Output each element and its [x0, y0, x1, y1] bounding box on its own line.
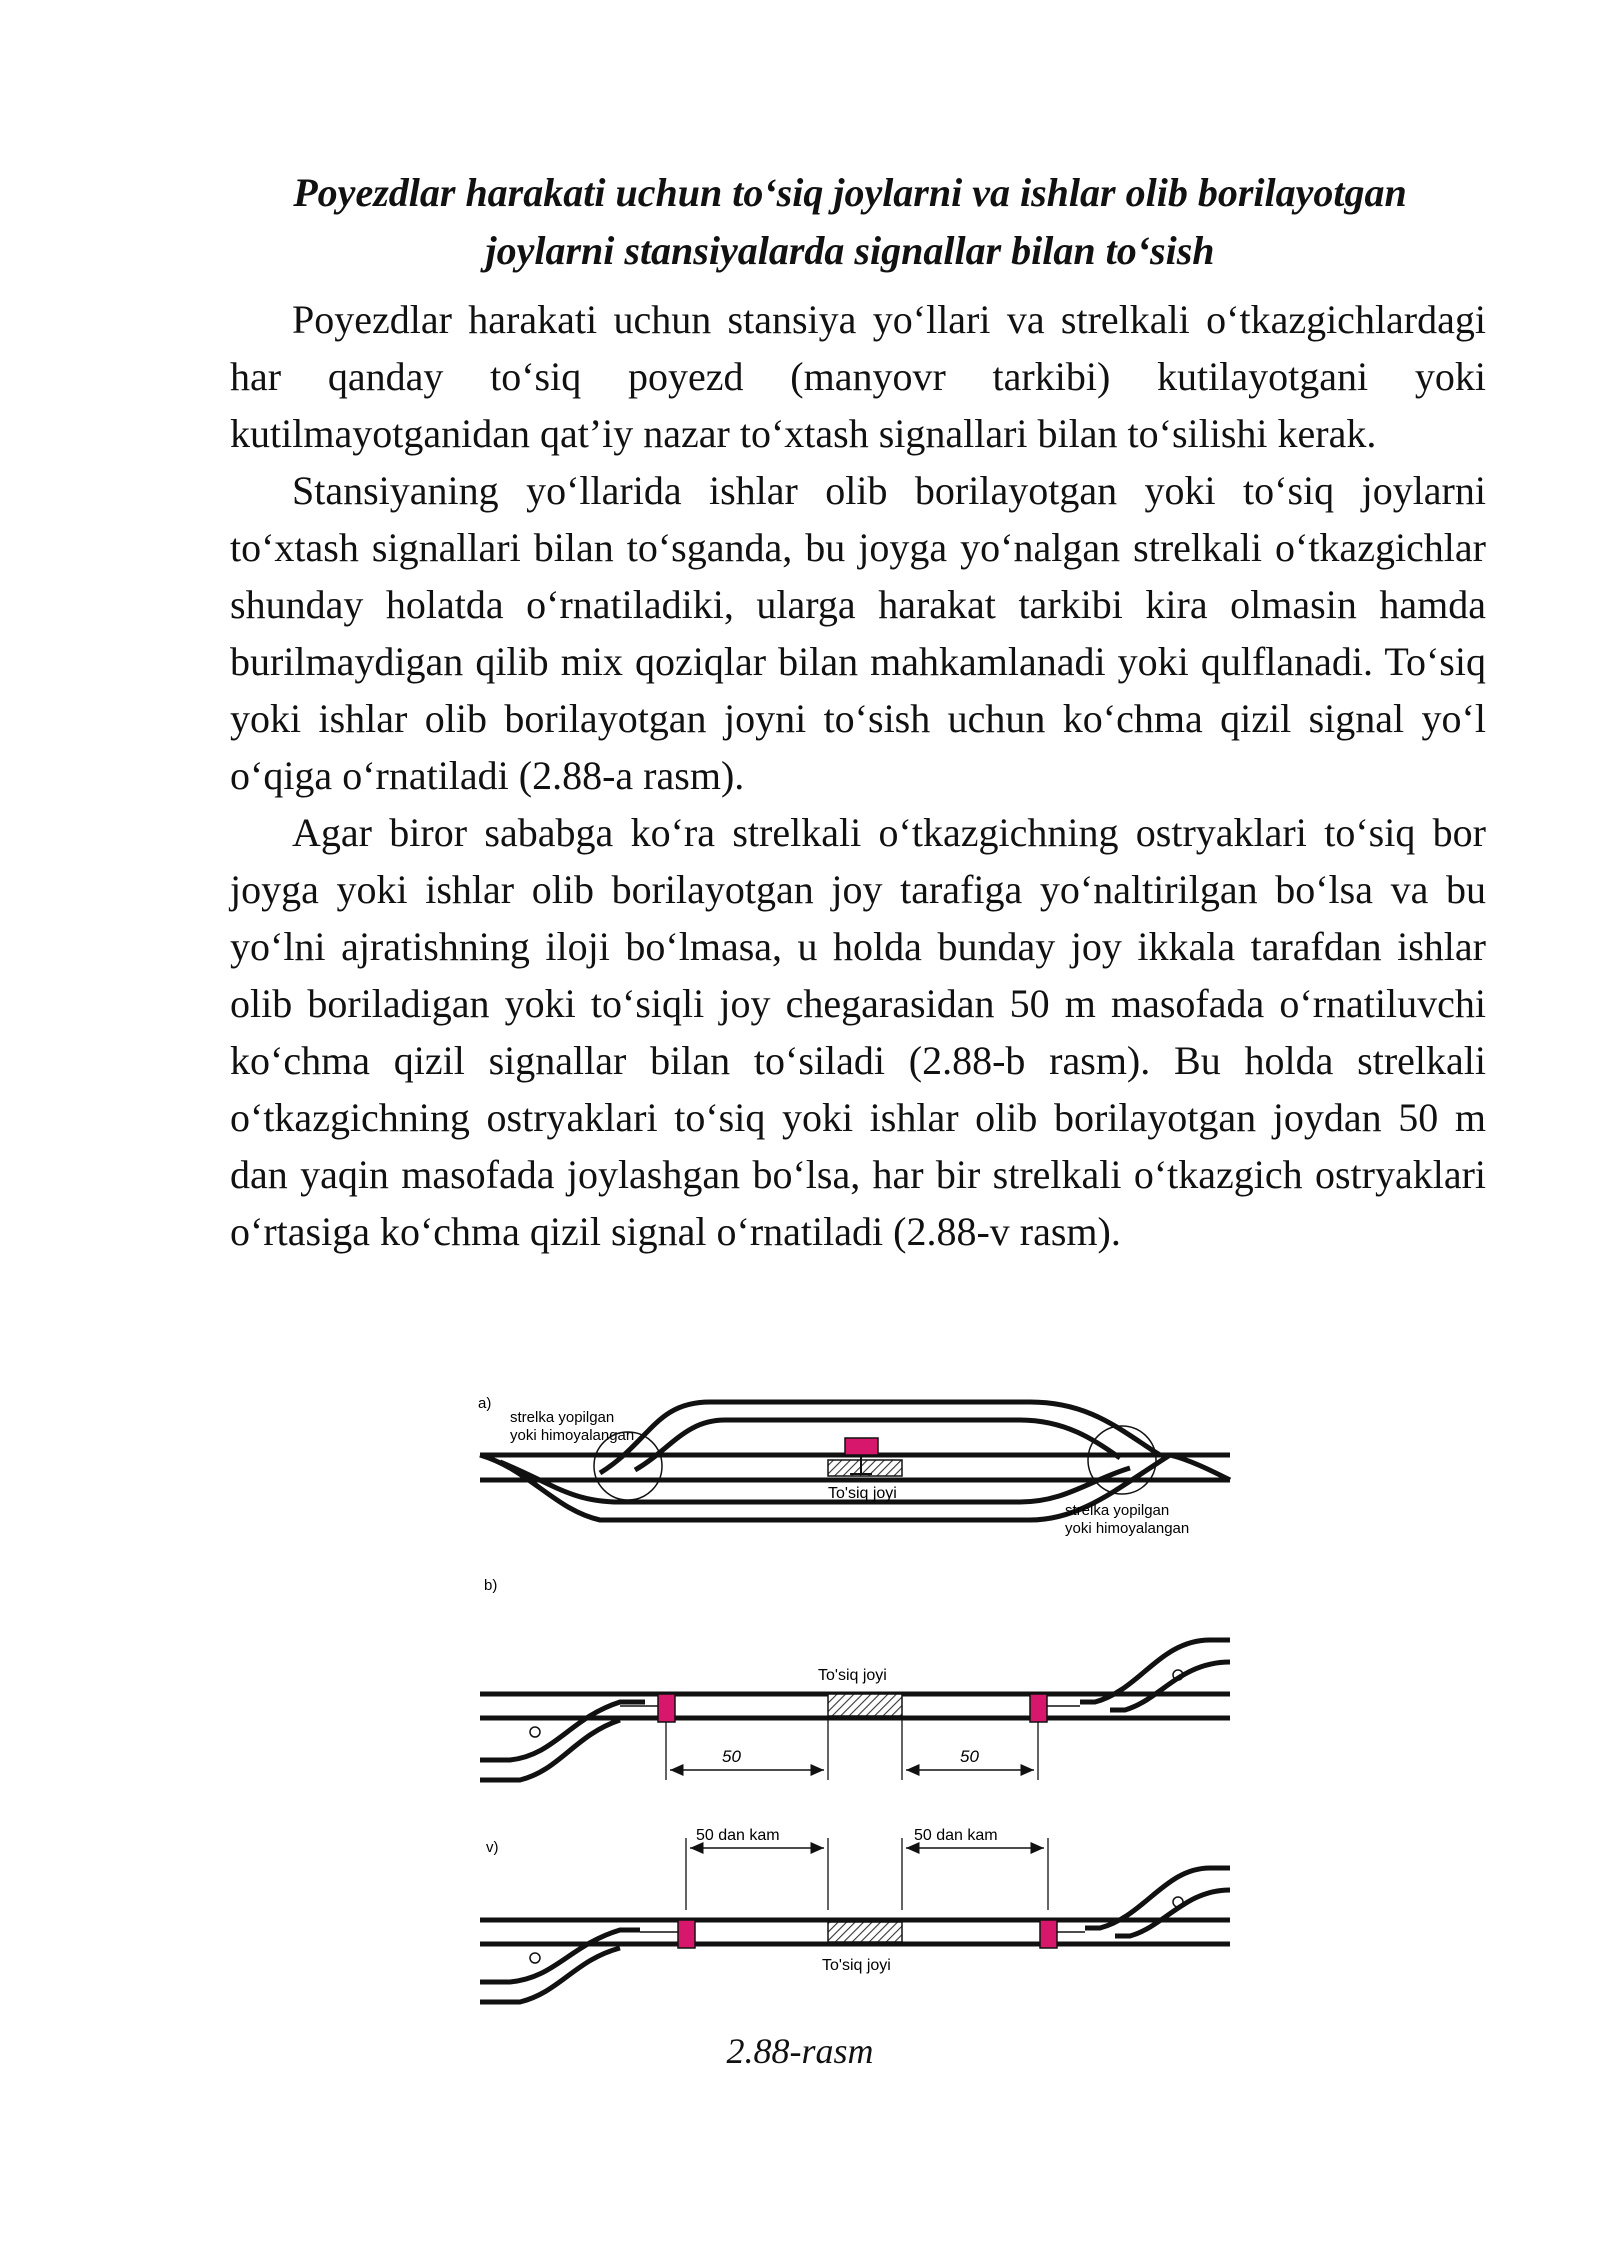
switch-marker-b-left: [530, 1727, 540, 1737]
paragraph-3: Agar biror sababga ko‘ra strelkali o‘tkazgichning ostryaklari to‘siq bor joyga yoki ishlar olib borilayotgan joy tarafiga yo‘naltirilgan bo‘lsa va bu yo‘lni ajratishning iloji bo‘lmasa, u holda bunday joy ikkala tarafdan ishlar olib boriladigan yoki to‘siqli joy chegarasidan 50 m masofada o‘rnatiluvchi ko‘chma qizil signallar bilan to‘siladi (2.88-b rasm). Bu holda strelkali o‘tkazgichning ostryaklari to‘siq yoki ishlar olib borilayotgan joydan 50 m dan yaqin masofada joylashgan bo‘lsa, har bir strelkali o‘tkazgich ostryaklari o‘rtasiga ko‘chma qizil signal o‘rnatiladi (2.88-v rasm).: [230, 810, 1486, 1254]
switch-note-left-line1: strelka yopilgan: [510, 1409, 615, 1426]
switch-note-right-line1: strelka yopilgan: [1065, 1502, 1170, 1519]
switch-note-left-line2: yoki himoyalangan: [510, 1427, 635, 1444]
obstacle-zone-v: [828, 1922, 902, 1942]
section-heading: [225, 164, 1475, 280]
branch-b-left-outer: [480, 1702, 645, 1760]
obstacle-label-b: To'siq joyi: [818, 1667, 887, 1684]
switch-note-right-line2: yoki himoyalangan: [1065, 1520, 1190, 1537]
panel-v-label: v): [486, 1839, 499, 1856]
distance-label-b-left: 50: [722, 1747, 741, 1766]
distance-label-v-left: 50 dan kam: [696, 1827, 780, 1844]
panel-a-label: a): [478, 1395, 492, 1412]
heading-line-1: Poyezdlar harakati uchun to‘siq joylarni va ishlar olib borilayotgan: [293, 170, 1407, 215]
obstacle-zone-b: [828, 1694, 902, 1716]
panel-b: [480, 1577, 1230, 1780]
panel-a: [478, 1395, 1230, 1537]
track-figure: [470, 1390, 1240, 2010]
distance-label-v-right: 50 dan kam: [914, 1827, 998, 1844]
obstacle-label-a: To'siq joyi: [828, 1485, 897, 1502]
paragraph-1: Poyezdlar harakati uchun stansiya yo‘llari va strelkali o‘tkazgichlardagi har qanday to‘siq poyezd (manyovr tarkibi) kutilayotgani yoki kutilmayotganidan qat’iy nazar to‘xtash signallari bilan to‘silishi kerak.: [230, 297, 1486, 456]
panel-v: [480, 1827, 1230, 2002]
heading-line-2: joylarni stansiyalarda signallar bilan to‘sish: [485, 228, 1215, 273]
switch-marker-v-left: [530, 1953, 540, 1963]
body-text: [230, 291, 1486, 1260]
red-signal-v-right: [1040, 1920, 1057, 1948]
distance-label-b-right: 50: [960, 1747, 979, 1766]
red-signal-v-left: [678, 1920, 695, 1948]
branch-b-left-inner: [480, 1720, 620, 1780]
red-signal-b-right: [1030, 1694, 1047, 1722]
panel-b-label: b): [484, 1577, 498, 1594]
red-signal-b-left: [658, 1694, 675, 1722]
switch-branch-right: [1170, 1455, 1230, 1480]
obstacle-label-v: To'siq joyi: [822, 1957, 891, 1974]
branch-v-left-inner: [480, 1948, 620, 2002]
red-signal-a: [845, 1438, 878, 1455]
paragraph-2: Stansiyaning yo‘llarida ishlar olib borilayotgan yoki to‘siq joylarni to‘xtash signallari bilan to‘sganda, bu joyga yo‘nalgan strelkali o‘tkazgichlar shunday holatda o‘rnatiladiki, ularga harakat tarkibi kira olmasin hamda burilmaydigan qilib mix qoziqlar bilan mahkamlanadi yoki qulflanadi. To‘siq yoki ishlar olib borilayotgan joyni to‘sish uchun ko‘chma qizil signal yo‘l o‘qiga o‘rnatiladi (2.88-a rasm).: [230, 468, 1486, 798]
branch-v-left-outer: [480, 1930, 640, 1982]
figure-caption: 2.88-rasm: [726, 2031, 874, 2071]
